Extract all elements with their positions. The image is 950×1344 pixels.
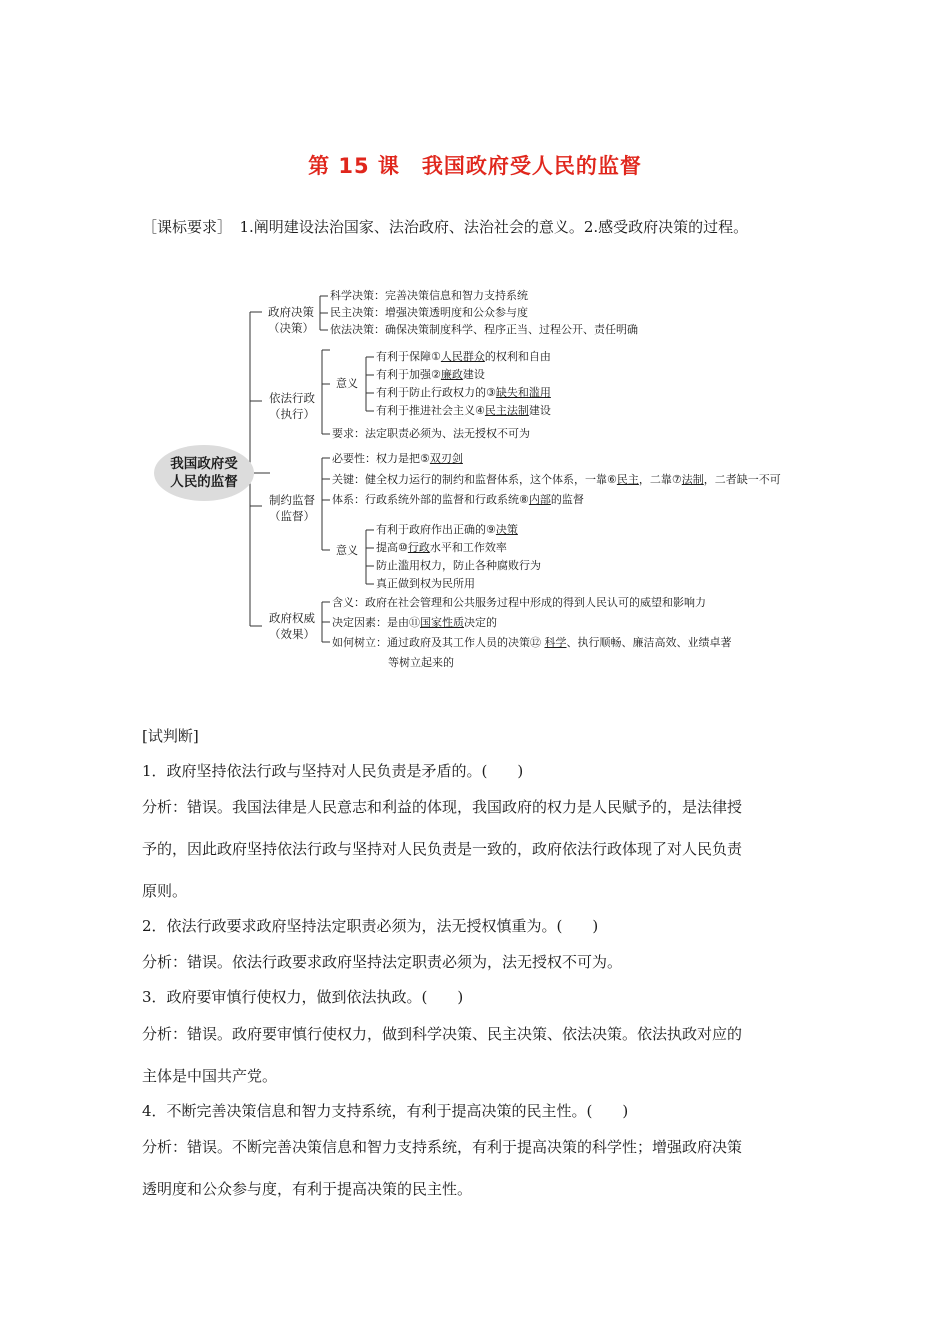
answer: 法制	[681, 473, 704, 486]
text: 有利于加强②	[376, 368, 441, 381]
root-line-2: 人民的监督	[170, 474, 238, 490]
analysis-2: 分析：错误。依法行政要求政府坚持法定职责必须为，法无授权不可为。	[142, 953, 623, 971]
text: 有利于防止行政权力的③	[376, 386, 496, 399]
administration-requirement: 要求：法定职责必须为、法无授权不可为	[332, 427, 530, 440]
administration-meaning-4	[376, 404, 551, 418]
answer: 廉政	[440, 368, 463, 381]
answer: 人民群众	[440, 350, 485, 363]
root-line-1: 我国政府受	[170, 456, 238, 472]
authority-how	[332, 636, 732, 650]
authority-definition: 含义：政府在社会管理和公共服务过程中形成的得到人民认可的威望和影响力	[332, 596, 706, 609]
supervision-system	[332, 493, 584, 507]
question-3: 3．政府要审慎行使权力，做到依法执政。( )	[142, 988, 464, 1006]
decision-item-democratic: 民主决策：增强决策透明度和公众参与度	[330, 306, 528, 319]
branch-authority-label	[262, 610, 322, 642]
administration-meaning-2	[376, 368, 485, 382]
analysis-3-line-2: 主体是中国共产党。	[142, 1067, 278, 1085]
supervision-meaning-4: 真正做到权为民所用	[376, 577, 475, 590]
question-4: 4．不断完善决策信息和智力支持系统，有利于提高决策的民主性。( )	[142, 1102, 629, 1120]
branch-supervision-title: 制约监督	[269, 493, 315, 507]
question-1: 1．政府坚持依法行政与坚持对人民负责是矛盾的。( )	[142, 762, 524, 780]
text: 体系：行政系统外部的监督和行政系统⑧	[332, 493, 529, 506]
answer: 缺失和滥用	[495, 386, 551, 399]
supervision-key	[332, 473, 781, 487]
analysis-4-line-1: 分析：错误。不断完善决策信息和智力支持系统，有利于提高决策的科学性；增强政府决策	[142, 1138, 743, 1156]
answer: 双刃剑	[429, 452, 463, 465]
text: ，二靠⑦	[638, 473, 682, 486]
branch-decision-title: 政府决策	[268, 305, 314, 319]
branch-supervision-subtitle: （监督）	[269, 509, 315, 523]
branch-authority-subtitle: （效果）	[269, 627, 315, 641]
text: 关键：健全权力运行的制约和监督体系，这个体系，一靠⑥	[332, 473, 617, 486]
decision-item-scientific: 科学决策：完善决策信息和智力支持系统	[330, 289, 528, 302]
administration-meaning-label: 意义	[336, 377, 358, 390]
text: 建设	[462, 368, 485, 381]
branch-administration-title: 依法行政	[269, 391, 315, 405]
text: 必要性：权力是把⑤	[332, 452, 430, 465]
branch-administration-label	[262, 390, 322, 422]
answer: 科学	[544, 636, 567, 649]
text: 建设	[528, 404, 551, 417]
text: 有利于推进社会主义④	[376, 404, 485, 417]
text: 有利于保障①	[376, 350, 441, 363]
branch-administration-subtitle: （执行）	[269, 407, 315, 421]
authority-how-continued: 等树立起来的	[388, 656, 454, 669]
text: 、执行顺畅、廉洁高效、业绩卓著	[566, 636, 732, 649]
mind-map-root	[154, 445, 254, 501]
analysis-3-line-1: 分析：错误。政府要审慎行使权力，做到科学决策、民主决策、依法决策。依法执政对应的	[142, 1025, 743, 1043]
answer: 民主法制	[484, 404, 529, 417]
decision-item-lawful: 依法决策：确保决策制度科学、程序正当、过程公开、责任明确	[330, 323, 638, 336]
branch-decision-subtitle: （决策）	[268, 321, 314, 335]
authority-factor	[332, 616, 497, 630]
text: 决定因素：是由⑪	[332, 616, 420, 629]
answer: 内部	[528, 493, 551, 506]
question-2: 2．依法行政要求政府坚持法定职责必须为，法无授权慎重为。( )	[142, 917, 599, 935]
text: ，二者缺一不可	[703, 473, 781, 486]
supervision-necessity	[332, 452, 463, 466]
text: 的监督	[550, 493, 584, 506]
supervision-meaning-label: 意义	[336, 544, 358, 557]
analysis-1-line-3: 原则。	[142, 882, 188, 900]
text: 决定的	[464, 616, 497, 629]
answer: 决策	[495, 523, 518, 536]
analysis-1-line-1: 分析：错误。我国法律是人民意志和利益的体现，我国政府的权力是人民赋予的，是法律授	[142, 798, 743, 816]
text: 水平和工作效率	[429, 541, 507, 554]
answer: 行政	[407, 541, 430, 554]
analysis-1-line-2: 予的，因此政府坚持依法行政与坚持对人民负责是一致的，政府依法行政体现了对人民负责	[142, 840, 743, 858]
supervision-meaning-2	[376, 541, 507, 555]
administration-meaning-3	[376, 386, 551, 400]
text: 的权利和自由	[484, 350, 551, 363]
supervision-meaning-3: 防止滥用权力，防止各种腐败行为	[376, 559, 541, 572]
text: 如何树立：通过政府及其工作人员的决策⑫	[332, 636, 545, 649]
supervision-meaning-1	[376, 523, 518, 537]
branch-authority-title: 政府权威	[269, 611, 315, 625]
text: 提高⑩	[376, 541, 408, 554]
administration-meaning-1	[376, 350, 551, 364]
analysis-4-line-2: 透明度和公众参与度，有利于提高决策的民主性。	[142, 1180, 473, 1198]
judge-heading: [试判断]	[142, 727, 199, 745]
answer: 国家性质	[420, 616, 464, 629]
answer: 民主	[616, 473, 639, 486]
branch-decision-label	[262, 304, 320, 336]
curriculum-requirement: ［课标要求］ 1.阐明建设法治国家、法治政府、法治社会的意义。2.感受政府决策的过程。	[142, 218, 749, 236]
text: 有利于政府作出正确的⑨	[376, 523, 496, 536]
page-title: 第 15 课 我国政府受人民的监督	[308, 154, 642, 178]
mind-map	[150, 280, 810, 680]
branch-supervision-label	[262, 492, 322, 524]
